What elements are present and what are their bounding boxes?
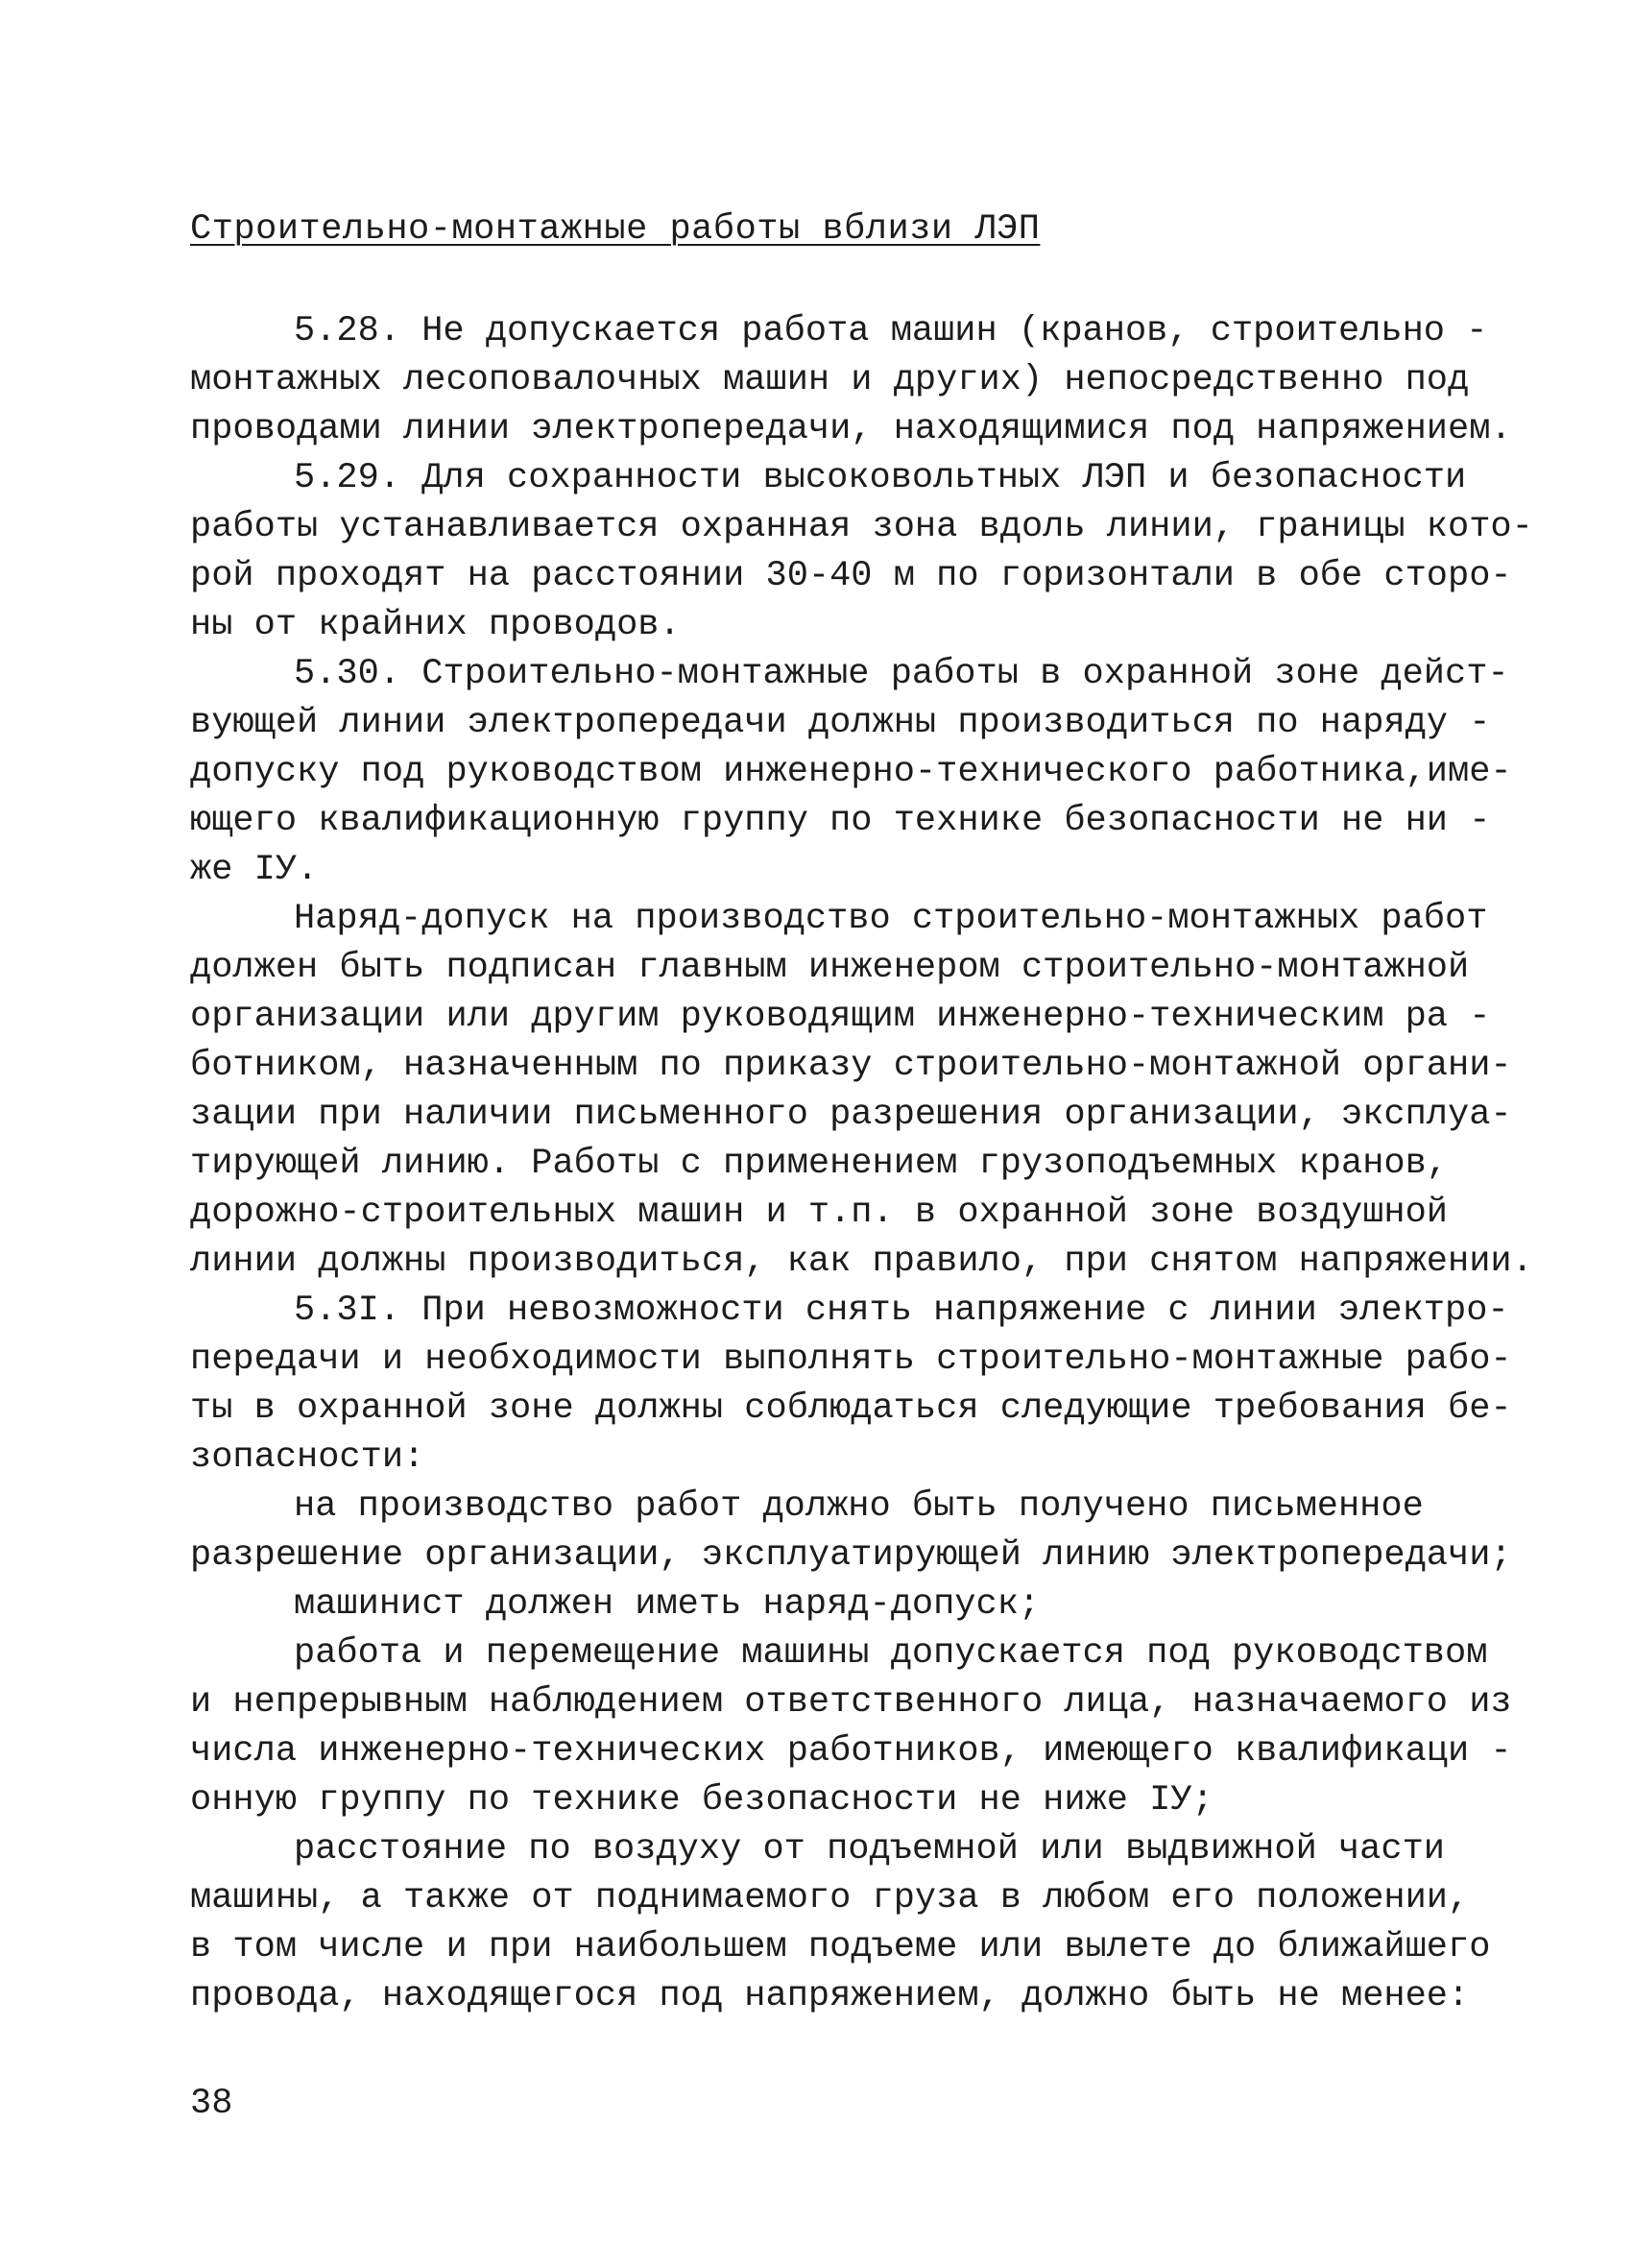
text-line: тирующей линию. Работы с применением грузоподъемных кранов,: [190, 1144, 1449, 1184]
text-line: монтажных лесоповалочных машин и других) непосредственно под: [190, 360, 1470, 400]
text-line: должен быть подписан главным инженером строительно-монтажной: [190, 948, 1470, 988]
text-line: работы устанавливается охранная зона вдоль линии, границы кото-: [190, 507, 1533, 547]
text-line: ны от крайних проводов.: [190, 605, 681, 645]
text-line: в том числе и при наибольшем подъеме или вылете до ближайшего: [190, 1927, 1491, 1967]
text-line: передачи и необходимости выполнять строительно-монтажные рабо-: [190, 1339, 1512, 1380]
page-number: 38: [190, 2084, 233, 2124]
section-heading: Строительно-монтажные работы вблизи ЛЭП: [190, 209, 1041, 250]
text-line: проводами линии электропередачи, находящимися под напряжением.: [190, 409, 1512, 449]
text-line: разрешение организации, эксплуатирующей линию электропередачи;: [190, 1535, 1512, 1576]
text-line: провода, находящегося под напряжением, должно быть не менее:: [190, 1976, 1470, 2016]
text-line: расстояние по воздуху от подъемной или выдвижной части: [294, 1829, 1445, 1870]
text-line: ботником, назначенным по приказу строительно-монтажной органи-: [190, 1046, 1512, 1086]
text-line: допуску под руководством инженерно-технического работника,име-: [190, 752, 1512, 792]
text-line: 5.29. Для сохранности высоковольтных ЛЭП и безопасности: [294, 458, 1467, 498]
text-line: машины, а также от поднимаемого груза в любом его положении,: [190, 1878, 1470, 1918]
body-text: [190, 307, 1533, 2021]
text-line: зации при наличии письменного разрешения организации, эксплуа-: [190, 1095, 1512, 1135]
text-line: линии должны производиться, как правило, при снятом напряжении.: [190, 1242, 1533, 1282]
text-line: числа инженерно-технических работников, имеющего квалификаци -: [190, 1731, 1512, 1772]
text-line: онную группу по технике безопасности не ниже IУ;: [190, 1780, 1213, 1821]
text-line: ющего квалификационную группу по технике безопасности не ни -: [190, 801, 1491, 841]
text-line: Наряд-допуск на производство строительно-монтажных работ: [294, 899, 1488, 939]
text-line: дорожно-строительных машин и т.п. в охранной зоне воздушной: [190, 1193, 1449, 1233]
text-line: 5.28. Не допускается работа машин (кранов, строительно -: [294, 311, 1488, 351]
text-line: ты в охранной зоне должны соблюдаться следующие требования бе-: [190, 1388, 1512, 1429]
text-line: машинист должен иметь наряд-допуск;: [294, 1584, 1041, 1625]
text-line: организации или другим руководящим инженерно-техническим ра -: [190, 997, 1491, 1037]
text-line: вующей линии электропередачи должны производиться по наряду -: [190, 703, 1491, 743]
text-line: и непрерывным наблюдением ответственного лица, назначаемого из: [190, 1682, 1512, 1723]
text-line: работа и перемещение машины допускается под руководством: [294, 1633, 1488, 1674]
text-line: же IУ.: [190, 850, 319, 890]
text-line: 5.3I. При невозможности снять напряжение с линии электро-: [294, 1291, 1509, 1331]
text-line: рой проходят на расстоянии 30-40 м по горизонтали в обе сторо-: [190, 556, 1512, 596]
text-line: зопасности:: [190, 1437, 425, 1478]
text-line: на производство работ должно быть получено письменное: [294, 1486, 1424, 1527]
text-line: 5.30. Строительно-монтажные работы в охранной зоне дейст-: [294, 654, 1509, 694]
